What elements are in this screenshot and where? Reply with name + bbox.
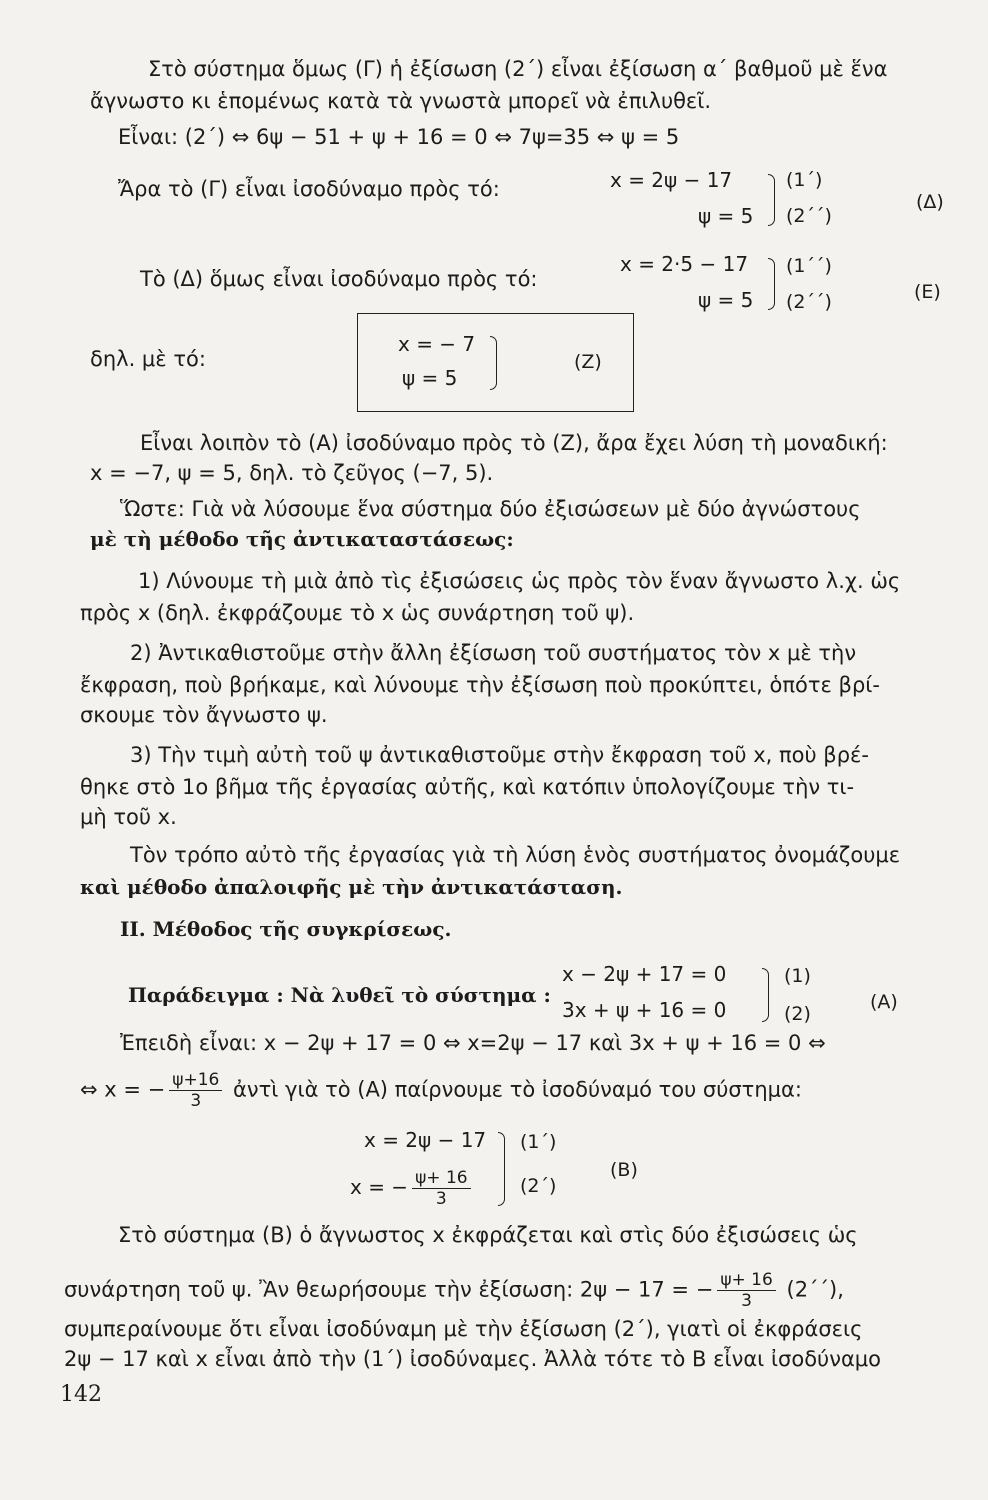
text-line: 2) Ἀντικαθιστοῦμε στὴν ἄλλη ἐξίσωση τοῦ συστήματος τὸν x μὲ τὴν: [130, 641, 857, 665]
system-a-tag2: (2): [784, 1003, 811, 1025]
system-z-eq2: ψ = 5: [402, 366, 458, 390]
brace: [762, 968, 769, 1022]
text-line: Στὸ σύστημα ὅμως (Γ) ἡ ἐξίσωση (2΄) εἶναι ἐξίσωση α΄ βαθμοῦ μὲ ἕνα: [148, 57, 888, 81]
system-b-eq2: [350, 1168, 475, 1209]
text-line: Εἶναι: (2΄) ⇔ 6ψ − 51 + ψ + 16 = 0 ⇔ 7ψ=35 ⇔ ψ = 5: [118, 125, 680, 149]
text-line: Ἄρα τὸ (Γ) εἶναι ἰσοδύναμο πρὸς τό:: [118, 177, 500, 201]
text-line-bold: καὶ μέθοδο ἀπαλοιφῆς μὲ τὴν ἀντικατάσταση.: [80, 875, 623, 899]
text-line: Τὸν τρόπο αὐτὸ τῆς ἐργασίας γιὰ τὴ λύση ἑνὸς συστήματος ὀνομάζουμε: [130, 843, 901, 867]
brace: [490, 336, 497, 390]
system-a-label: (Α): [870, 991, 898, 1013]
brace: [768, 174, 775, 226]
fraction-denominator: 3: [190, 1091, 202, 1111]
system-e-tag1: (1΄΄): [786, 255, 832, 277]
system-z: [398, 332, 618, 392]
text-line: 2ψ − 17 καὶ x εἶναι ἀπὸ τὴν (1΄) ἰσοδύναμες. Ἀλλὰ τότε τὸ Β εἶναι ἰσοδύναμο: [64, 1347, 881, 1371]
text-line: 3) Τὴν τιμὴ αὐτὴ τοῦ ψ ἀντικαθιστοῦμε στὴν ἔκφραση τοῦ x, ποὺ βρέ-: [130, 743, 869, 767]
text-line: Εἶναι λοιπὸν τὸ (Α) ἰσοδύναμο πρὸς τὸ (Ζ), ἄρα ἔχει λύση τὴ μοναδική:: [140, 431, 888, 455]
text-fragment: ⇔ x = −: [80, 1077, 166, 1102]
system-e-eq1: x = 2·5 − 17: [620, 252, 749, 276]
text-line-bold: μὲ τὴ μέθοδο τῆς ἀντικαταστάσεως:: [90, 527, 514, 551]
system-e-label: (Ε): [914, 281, 941, 303]
system-d: [610, 168, 970, 238]
fraction: [412, 1168, 471, 1209]
text-fragment: ἀντὶ γιὰ τὸ (Α) παίρνουμε τὸ ἰσοδύναμό του σύστημα:: [233, 1077, 802, 1102]
fraction: [169, 1070, 222, 1111]
system-d-label: (Δ): [916, 191, 944, 213]
system-z-eq1: x = − 7: [398, 332, 476, 356]
system-d-eq1: x = 2ψ − 17: [610, 168, 733, 192]
fraction-numerator: ψ+ 16: [717, 1270, 776, 1291]
system-e: [620, 252, 970, 322]
system-b-eq2-prefix: x = −: [350, 1175, 409, 1199]
system-z-label: (Ζ): [574, 351, 602, 373]
system-a-eq2: 3x + ψ + 16 = 0: [562, 998, 727, 1022]
fraction-numerator: ψ+ 16: [412, 1168, 471, 1189]
text-line: [64, 1270, 844, 1311]
example-heading: Παράδειγμα : Νὰ λυθεῖ τὸ σύστημα :: [128, 983, 551, 1007]
text-line: [80, 1070, 802, 1111]
system-a-eq1: x − 2ψ + 17 = 0: [562, 962, 727, 986]
system-a: [562, 962, 962, 1032]
section-heading: ΙΙ. Μέθοδος τῆς συγκρίσεως.: [120, 917, 452, 941]
text-line: θηκε στὸ 1ο βῆμα τῆς ἐργασίας αὐτῆς, καὶ κατόπιν ὑπολογίζουμε τὴν τι-: [80, 775, 855, 799]
system-a-tag1: (1): [784, 965, 811, 987]
text-line: μὴ τοῦ x.: [80, 805, 177, 829]
text-line: x = −7, ψ = 5, δηλ. τὸ ζεῦγος (−7, 5).: [90, 461, 494, 485]
system-b-eq1: x = 2ψ − 17: [364, 1128, 487, 1152]
system-e-eq2: ψ = 5: [698, 288, 754, 312]
text-line: συμπεραίνουμε ὅτι εἶναι ἰσοδύναμη μὲ τὴν ἐξίσωση (2΄), γιατὶ οἱ ἐκφράσεις: [64, 1317, 863, 1341]
fraction: [717, 1270, 776, 1311]
text-fragment: συνάρτηση τοῦ ψ. Ἂν θεωρήσουμε τὴν ἐξίσωση: 2ψ − 17 = −: [64, 1277, 714, 1302]
system-b: [350, 1128, 680, 1212]
text-line: Τὸ (Δ) ὅμως εἶναι ἰσοδύναμο πρὸς τό:: [140, 267, 538, 291]
text-line: δηλ. μὲ τό:: [90, 347, 206, 371]
text-line: Στὸ σύστημα (Β) ὁ ἄγνωστος x ἐκφράζεται καὶ στὶς δύο ἐξισώσεις ὡς: [118, 1223, 858, 1247]
fraction-denominator: 3: [741, 1291, 752, 1311]
text-line: ἔκφραση, ποὺ βρήκαμε, καὶ λύνουμε τὴν ἐξίσωση ποὺ προκύπτει, ὁπότε βρί-: [80, 673, 880, 697]
text-line: 1) Λύνουμε τὴ μιὰ ἀπὸ τὶς ἐξισώσεις ὡς πρὸς τὸν ἕναν ἄγνωστο λ.χ. ὡς: [138, 569, 901, 593]
boxed-system-z: [357, 313, 634, 412]
system-d-tag1: (1΄): [786, 169, 823, 191]
system-b-label: (Β): [610, 1159, 638, 1181]
system-b-tag2: (2΄): [520, 1175, 557, 1197]
text-line: Ἐπειδὴ εἶναι: x − 2ψ + 17 = 0 ⇔ x=2ψ − 17 καὶ 3x + ψ + 16 = 0 ⇔: [120, 1031, 826, 1055]
text-line: σκουμε τὸν ἄγνωστο ψ.: [80, 703, 328, 727]
system-d-tag2: (2΄΄): [786, 205, 832, 227]
text-line: ἄγνωστο κι ἑπομένως κατὰ τὰ γνωστὰ μπορεῖ νὰ ἐπιλυθεῖ.: [90, 89, 712, 113]
system-b-tag1: (1΄): [520, 1131, 557, 1153]
system-e-tag2: (2΄΄): [786, 291, 832, 313]
page-number: 142: [60, 1382, 102, 1407]
fraction-denominator: 3: [435, 1189, 447, 1209]
text-line: πρὸς x (δηλ. ἐκφράζουμε τὸ x ὡς συνάρτηση τοῦ ψ).: [80, 601, 635, 625]
brace: [498, 1132, 505, 1206]
fraction-numerator: ψ+16: [169, 1070, 222, 1091]
text-fragment: (2΄΄),: [786, 1277, 844, 1302]
text-line: Ὥστε: Γιὰ νὰ λύσουμε ἕνα σύστημα δύο ἐξισώσεων μὲ δύο ἀγνώστους: [120, 497, 861, 521]
brace: [768, 258, 775, 310]
system-d-eq2: ψ = 5: [698, 204, 754, 228]
